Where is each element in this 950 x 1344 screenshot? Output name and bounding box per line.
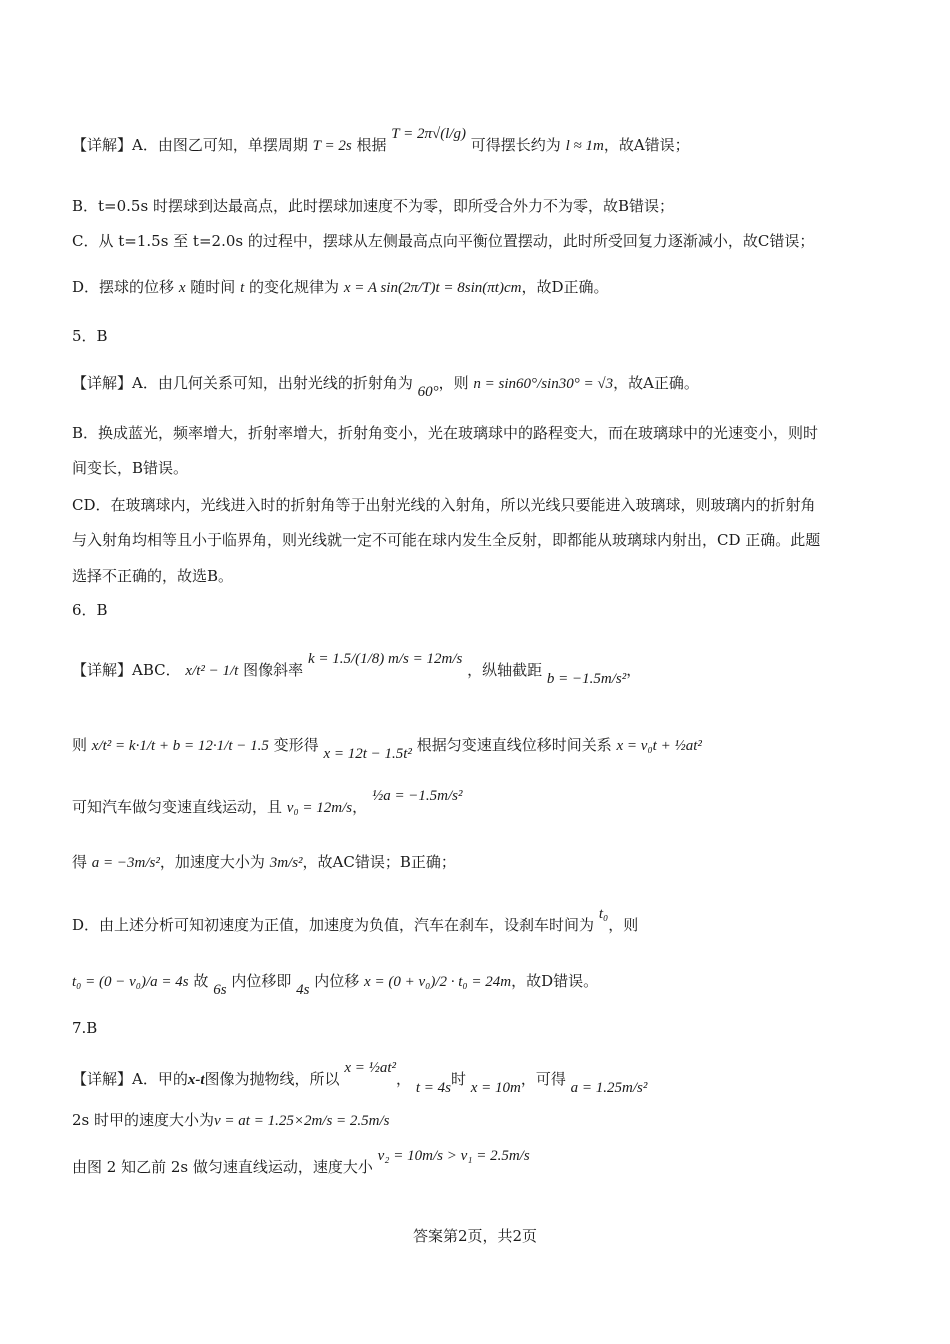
displacement-formula: x = A sin(2π/T)t = 8sin(πt)cm: [343, 280, 522, 296]
q5-line-a: 【详解】A．由几何关系可知，出射光线的折射角为 60°，则 n = sin60°/sin30° = √3，故A正确。: [72, 374, 699, 400]
acceleration-value: a = −3m/s²: [91, 855, 160, 871]
q5-line-cd3: 选择不正确的，故选B。: [72, 567, 234, 585]
velocity-formula: v = at = 1.25×2m/s = 2.5m/s: [214, 1113, 390, 1129]
page-footer: 答案第2页，共2页: [412, 1227, 538, 1245]
q7-line-1: 【详解】A．甲的x-t图像为抛物线，所以 x = ½at²， t = 4s时 x = 10m，可得 a = 1.25m/s²: [72, 1060, 648, 1096]
q6-line-4: 得 a = −3m/s²，加速度大小为 3m/s²，故AC错误；B正确；: [72, 853, 456, 871]
q6-line-d2: t₀ = (0 − v₀)/a = 4s 故 6s 内位移即 4s 内位移 x = (0 + v₀)/2 · t₀ = 24m，故D错误。: [72, 972, 599, 998]
half-acceleration: ½a = −1.5m/s²: [371, 788, 463, 804]
kinematics-formula: x = v₀t + ½at²: [616, 738, 702, 754]
q7-line-2: 2s 时甲的速度大小为v = at = 1.25×2m/s = 2.5m/s: [72, 1111, 390, 1129]
q7-heading: 7.B: [72, 1019, 98, 1037]
period-formula: T = 2s: [312, 138, 352, 154]
q4-line-b: B．t=0.5s 时摆球到达最高点，此时摆球加速度不为零，即所受合外力不为零，故B错误；: [72, 197, 674, 215]
braking-time-symbol: t₀: [598, 906, 609, 922]
q5-line-b2: 间变长，B错误。: [72, 459, 189, 477]
detail-tag: 【详解】: [72, 136, 133, 154]
initial-velocity: v₀ = 12m/s: [286, 800, 353, 816]
q6-line-1: 【详解】ABC． x/t² − 1/t 图像斜率 k = 1.5/(1/8) m/s = 12m/s ，纵轴截距 b = −1.5m/s²，: [72, 651, 642, 687]
pendulum-formula: T = 2π√(l/g): [391, 126, 467, 142]
intercept-formula: b = −1.5m/s²: [546, 671, 627, 687]
q5-heading: 5．B: [72, 327, 108, 345]
braking-time-formula: t₀ = (0 − v₀)/a = 4s: [72, 974, 189, 990]
graph-axes: x/t² − 1/t: [185, 663, 239, 679]
acceleration-result: a = 1.25m/s²: [570, 1080, 648, 1096]
q4-line-a: 【详解】A．由图乙可知，单摆周期 T = 2s 根据 T = 2π√(l/g) 可得摆长约为 l ≈ 1m，故A错误；: [72, 126, 690, 154]
parabola-formula: x = ½at²: [344, 1060, 397, 1076]
q6-line-3: 可知汽车做匀变速直线运动，且 v₀ = 12m/s， ½a = −1.5m/s²: [72, 788, 463, 816]
q6-line-2: 则 x/t² = k·1/t + b = 12·1/t − 1.5 变形得 x = 12t − 1.5t² 根据匀变速直线位移时间关系 x = v₀t + ½at²: [72, 736, 702, 762]
acceleration-magnitude: 3m/s²: [269, 855, 303, 871]
refraction-angle: 60°: [417, 384, 439, 400]
q5-line-cd2: 与入射角均相等且小于临界角，则光线就一定不可能在球内发生全反射，即都能从玻璃球内射出，CD 正确。此题: [72, 531, 821, 549]
q6-line-d: D．由上述分析可知初速度为正值，加速度为负值，汽车在刹车，设刹车时间为 t₀，则: [72, 906, 639, 934]
refractive-index-formula: n = sin60°/sin30° = √3: [473, 376, 614, 392]
slope-formula: k = 1.5/(1/8) m/s = 12m/s: [307, 651, 463, 667]
displacement-time-formula: x = 12t − 1.5t²: [323, 746, 412, 762]
length-result: l ≈ 1m: [565, 138, 604, 154]
q5-line-b1: B．换成蓝光，频率增大，折射率增大，折射角变小，光在玻璃球中的路程变大，而在玻璃球中的光速变小，则时: [72, 424, 819, 442]
velocity-comparison: v₂ = 10m/s > v₁ = 2.5m/s: [377, 1148, 530, 1164]
distance-formula: x = (0 + v₀)/2 · t₀ = 24m: [364, 974, 512, 990]
q4-line-d: D．摆球的位移 x 随时间 t 的变化规律为 x = A sin(2π/T)t = 8sin(πt)cm，故D正确。: [72, 278, 609, 296]
q6-heading: 6．B: [72, 601, 108, 619]
q5-line-cd1: CD．在玻璃球内，光线进入时的折射角等于出射光线的入射角，所以光线只要能进入玻璃球，则玻璃内的折射角: [72, 496, 816, 514]
q4-line-c: C．从 t=1.5s 至 t=2.0s 的过程中，摆球从左侧最高点向平衡位置摆动，此时所受回复力逐渐减小，故C错误；: [72, 232, 815, 250]
linear-relation-formula: x/t² = k·1/t + b = 12·1/t − 1.5: [91, 738, 269, 754]
q7-line-3: 由图 2 知乙前 2s 做匀速直线运动，速度大小 v₂ = 10m/s > v₁ = 2.5m/s: [72, 1148, 530, 1176]
